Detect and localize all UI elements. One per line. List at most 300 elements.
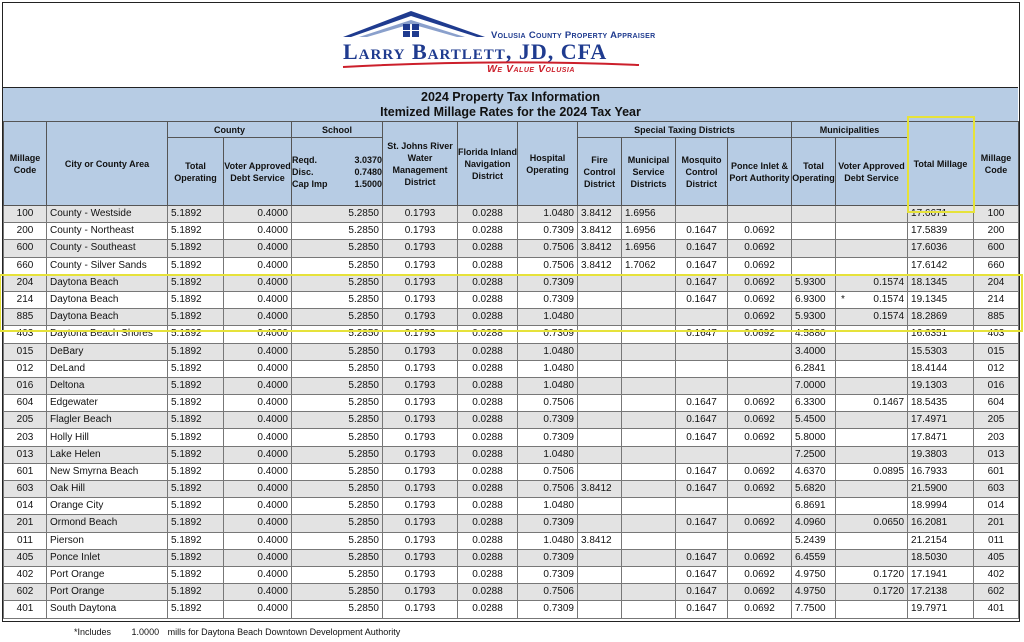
cell-fire bbox=[578, 377, 622, 394]
cell-school: 5.2850 bbox=[292, 274, 383, 291]
cell-city: County - Southeast bbox=[47, 240, 168, 257]
cell-mosquito: 0.1647 bbox=[676, 274, 728, 291]
cell-mosquito: 0.1647 bbox=[676, 601, 728, 618]
cell-city: Lake Helen bbox=[47, 446, 168, 463]
cell-fin: 0.0288 bbox=[458, 377, 518, 394]
logo-tagline: We Value Volusia bbox=[487, 63, 575, 75]
cell-millage-code-right: 201 bbox=[974, 515, 1019, 532]
cell-millage-code: 885 bbox=[4, 309, 47, 326]
cell-total-millage: 16.7933 bbox=[908, 463, 974, 480]
table-row bbox=[4, 532, 1019, 549]
cell-muni-voter-value: 0.1574 bbox=[873, 294, 905, 306]
cell-ponce: 0.0692 bbox=[728, 515, 792, 532]
cell-fin: 0.0288 bbox=[458, 395, 518, 412]
cell-fin: 0.0288 bbox=[458, 515, 518, 532]
cell-city: Daytona Beach bbox=[47, 309, 168, 326]
cell-county-total: 5.1892 bbox=[168, 291, 224, 308]
asterisk-marker: * bbox=[841, 294, 845, 306]
cell-school: 5.2850 bbox=[292, 326, 383, 343]
school-cap-value: 1.5000 bbox=[354, 178, 382, 189]
cell-county-voter: 0.4000 bbox=[224, 395, 292, 412]
cell-hospital: 0.7506 bbox=[518, 584, 578, 601]
header-millage-code-right: Millage Code bbox=[974, 122, 1019, 206]
cell-county-total: 5.1892 bbox=[168, 274, 224, 291]
cell-muni-voter-value: 0.1467 bbox=[873, 397, 905, 409]
cell-millage-code-right: 885 bbox=[974, 309, 1019, 326]
cell-hospital: 0.7309 bbox=[518, 515, 578, 532]
cell-muni-total: 5.2439 bbox=[792, 532, 836, 549]
cell-fire bbox=[578, 360, 622, 377]
cell-fin: 0.0288 bbox=[458, 223, 518, 240]
cell-muni-total: 4.0960 bbox=[792, 515, 836, 532]
header-municipalities: Municipalities bbox=[792, 122, 908, 138]
cell-city: County - Silver Sands bbox=[47, 257, 168, 274]
cell-ponce: 0.0692 bbox=[728, 412, 792, 429]
cell-county-voter: 0.4000 bbox=[224, 601, 292, 618]
cell-msd bbox=[622, 549, 676, 566]
header-mosquito: Mosquito Control District bbox=[676, 138, 728, 206]
header-special-districts: Special Taxing Districts bbox=[578, 122, 792, 138]
cell-muni-total: 4.9750 bbox=[792, 584, 836, 601]
cell-mosquito: 0.1647 bbox=[676, 481, 728, 498]
cell-mosquito: 0.1647 bbox=[676, 515, 728, 532]
cell-total-millage: 19.3803 bbox=[908, 446, 974, 463]
cell-muni-voter bbox=[836, 326, 908, 343]
cell-fin: 0.0288 bbox=[458, 291, 518, 308]
cell-muni-total: 3.4000 bbox=[792, 343, 836, 360]
cell-hospital: 0.7506 bbox=[518, 395, 578, 412]
cell-fin: 0.0288 bbox=[458, 240, 518, 257]
cell-fin: 0.0288 bbox=[458, 412, 518, 429]
cell-fire bbox=[578, 274, 622, 291]
cell-mosquito: 0.1647 bbox=[676, 429, 728, 446]
cell-fin: 0.0288 bbox=[458, 481, 518, 498]
cell-mosquito: 0.1647 bbox=[676, 584, 728, 601]
cell-ponce bbox=[728, 377, 792, 394]
cell-sjr: 0.1793 bbox=[383, 446, 458, 463]
cell-hospital: 0.7309 bbox=[518, 291, 578, 308]
cell-ponce bbox=[728, 446, 792, 463]
cell-county-total: 5.1892 bbox=[168, 549, 224, 566]
cell-county-voter: 0.4000 bbox=[224, 257, 292, 274]
cell-msd bbox=[622, 309, 676, 326]
cell-millage-code-right: 660 bbox=[974, 257, 1019, 274]
cell-sjr: 0.1793 bbox=[383, 601, 458, 618]
cell-millage-code: 403 bbox=[4, 326, 47, 343]
table-row bbox=[4, 377, 1019, 394]
header-county-voter: Voter Approved Debt Service bbox=[224, 138, 292, 206]
cell-total-millage: 17.1941 bbox=[908, 566, 974, 583]
header-hospital: Hospital Operating bbox=[518, 122, 578, 206]
cell-total-millage: 15.5303 bbox=[908, 343, 974, 360]
cell-millage-code-right: 602 bbox=[974, 584, 1019, 601]
cell-ponce: 0.0692 bbox=[728, 395, 792, 412]
cell-school: 5.2850 bbox=[292, 309, 383, 326]
cell-millage-code: 214 bbox=[4, 291, 47, 308]
cell-fire: 3.8412 bbox=[578, 206, 622, 223]
cell-county-voter: 0.4000 bbox=[224, 481, 292, 498]
header-total-millage: Total Millage bbox=[908, 122, 974, 206]
header-school: School bbox=[292, 122, 383, 138]
cell-sjr: 0.1793 bbox=[383, 343, 458, 360]
cell-millage-code-right: 402 bbox=[974, 566, 1019, 583]
table-row bbox=[4, 240, 1019, 257]
table-row bbox=[4, 549, 1019, 566]
cell-hospital: 1.0480 bbox=[518, 498, 578, 515]
cell-sjr: 0.1793 bbox=[383, 326, 458, 343]
cell-city: Daytona Beach bbox=[47, 274, 168, 291]
cell-mosquito bbox=[676, 360, 728, 377]
cell-county-total: 5.1892 bbox=[168, 566, 224, 583]
cell-ponce bbox=[728, 498, 792, 515]
cell-msd bbox=[622, 446, 676, 463]
cell-county-total: 5.1892 bbox=[168, 463, 224, 480]
cell-muni-voter bbox=[836, 566, 908, 583]
cell-millage-code: 204 bbox=[4, 274, 47, 291]
cell-county-total: 5.1892 bbox=[168, 309, 224, 326]
cell-county-total: 5.1892 bbox=[168, 498, 224, 515]
cell-millage-code: 604 bbox=[4, 395, 47, 412]
cell-county-total: 5.1892 bbox=[168, 601, 224, 618]
cell-msd bbox=[622, 377, 676, 394]
cell-millage-code-right: 204 bbox=[974, 274, 1019, 291]
cell-millage-code: 013 bbox=[4, 446, 47, 463]
cell-muni-voter-value: 0.1720 bbox=[873, 569, 905, 581]
cell-fire bbox=[578, 498, 622, 515]
cell-millage-code: 402 bbox=[4, 566, 47, 583]
table-row bbox=[4, 481, 1019, 498]
cell-muni-total bbox=[792, 240, 836, 257]
cell-muni-total: 6.4559 bbox=[792, 549, 836, 566]
header-sjr: St. Johns River Water Management District bbox=[383, 122, 458, 206]
cell-msd: 1.6956 bbox=[622, 240, 676, 257]
cell-sjr: 0.1793 bbox=[383, 498, 458, 515]
cell-msd bbox=[622, 463, 676, 480]
cell-city: Holly Hill bbox=[47, 429, 168, 446]
cell-ponce: 0.0692 bbox=[728, 240, 792, 257]
footnote bbox=[74, 627, 406, 637]
cell-county-total: 5.1892 bbox=[168, 343, 224, 360]
cell-muni-total: 5.4500 bbox=[792, 412, 836, 429]
cell-muni-voter-value: 0.1574 bbox=[873, 311, 905, 323]
cell-fin: 0.0288 bbox=[458, 343, 518, 360]
cell-hospital: 0.7309 bbox=[518, 549, 578, 566]
cell-millage-code-right: 601 bbox=[974, 463, 1019, 480]
cell-ponce: 0.0692 bbox=[728, 309, 792, 326]
cell-county-voter: 0.4000 bbox=[224, 377, 292, 394]
cell-school: 5.2850 bbox=[292, 532, 383, 549]
cell-sjr: 0.1793 bbox=[383, 240, 458, 257]
cell-total-millage: 17.6671 bbox=[908, 206, 974, 223]
cell-muni-voter bbox=[836, 257, 908, 274]
cell-city: Pierson bbox=[47, 532, 168, 549]
cell-school: 5.2850 bbox=[292, 291, 383, 308]
cell-muni-voter bbox=[836, 395, 908, 412]
cell-muni-voter bbox=[836, 601, 908, 618]
cell-city: County - Westside bbox=[47, 206, 168, 223]
cell-msd bbox=[622, 566, 676, 583]
cell-millage-code: 601 bbox=[4, 463, 47, 480]
cell-msd: 1.7062 bbox=[622, 257, 676, 274]
cell-muni-voter bbox=[836, 498, 908, 515]
cell-total-millage: 16.6351 bbox=[908, 326, 974, 343]
cell-city: Flagler Beach bbox=[47, 412, 168, 429]
cell-millage-code-right: 012 bbox=[974, 360, 1019, 377]
cell-county-total: 5.1892 bbox=[168, 481, 224, 498]
cell-muni-voter bbox=[836, 377, 908, 394]
cell-county-total: 5.1892 bbox=[168, 532, 224, 549]
cell-fin: 0.0288 bbox=[458, 257, 518, 274]
header-school-detail bbox=[292, 138, 383, 206]
cell-muni-voter bbox=[836, 274, 908, 291]
cell-county-total: 5.1892 bbox=[168, 584, 224, 601]
cell-millage-code: 015 bbox=[4, 343, 47, 360]
cell-muni-voter-value: 0.0650 bbox=[873, 517, 905, 529]
cell-hospital: 0.7506 bbox=[518, 240, 578, 257]
cell-millage-code: 603 bbox=[4, 481, 47, 498]
cell-school: 5.2850 bbox=[292, 601, 383, 618]
cell-fin: 0.0288 bbox=[458, 326, 518, 343]
cell-school: 5.2850 bbox=[292, 584, 383, 601]
cell-muni-voter bbox=[836, 481, 908, 498]
cell-ponce: 0.0692 bbox=[728, 274, 792, 291]
cell-msd bbox=[622, 601, 676, 618]
cell-sjr: 0.1793 bbox=[383, 412, 458, 429]
cell-muni-voter bbox=[836, 429, 908, 446]
cell-fin: 0.0288 bbox=[458, 309, 518, 326]
table-row bbox=[4, 223, 1019, 240]
cell-total-millage: 17.8471 bbox=[908, 429, 974, 446]
cell-school: 5.2850 bbox=[292, 240, 383, 257]
cell-fire: 3.8412 bbox=[578, 532, 622, 549]
table-row bbox=[4, 206, 1019, 223]
cell-muni-voter bbox=[836, 309, 908, 326]
cell-city: Port Orange bbox=[47, 584, 168, 601]
cell-ponce: 0.0692 bbox=[728, 429, 792, 446]
cell-millage-code: 016 bbox=[4, 377, 47, 394]
cell-muni-total: 4.5880 bbox=[792, 326, 836, 343]
cell-millage-code: 401 bbox=[4, 601, 47, 618]
cell-school: 5.2850 bbox=[292, 549, 383, 566]
cell-total-millage: 18.1345 bbox=[908, 274, 974, 291]
cell-muni-total: 4.6370 bbox=[792, 463, 836, 480]
logo-subtitle: Volusia County Property Appraiser bbox=[491, 30, 656, 41]
cell-mosquito: 0.1647 bbox=[676, 412, 728, 429]
cell-millage-code-right: 405 bbox=[974, 549, 1019, 566]
cell-mosquito: 0.1647 bbox=[676, 566, 728, 583]
cell-sjr: 0.1793 bbox=[383, 463, 458, 480]
cell-fire: 3.8412 bbox=[578, 223, 622, 240]
cell-ponce bbox=[728, 206, 792, 223]
cell-fire bbox=[578, 395, 622, 412]
cell-county-total: 5.1892 bbox=[168, 395, 224, 412]
cell-hospital: 0.7309 bbox=[518, 223, 578, 240]
millage-table bbox=[3, 121, 1019, 619]
cell-school: 5.2850 bbox=[292, 429, 383, 446]
cell-city: Oak Hill bbox=[47, 481, 168, 498]
cell-hospital: 1.0480 bbox=[518, 377, 578, 394]
cell-total-millage: 16.2081 bbox=[908, 515, 974, 532]
header-muni-total: Total Operating bbox=[792, 138, 836, 206]
cell-school: 5.2850 bbox=[292, 257, 383, 274]
cell-county-total: 5.1892 bbox=[168, 412, 224, 429]
table-row bbox=[4, 601, 1019, 618]
cell-muni-total: 7.0000 bbox=[792, 377, 836, 394]
cell-city: New Smyrna Beach bbox=[47, 463, 168, 480]
cell-millage-code: 012 bbox=[4, 360, 47, 377]
cell-msd bbox=[622, 291, 676, 308]
cell-sjr: 0.1793 bbox=[383, 566, 458, 583]
cell-county-voter: 0.4000 bbox=[224, 429, 292, 446]
cell-city: Orange City bbox=[47, 498, 168, 515]
cell-mosquito: 0.1647 bbox=[676, 257, 728, 274]
header-fin: Florida Inland Navigation District bbox=[458, 122, 518, 206]
cell-sjr: 0.1793 bbox=[383, 291, 458, 308]
cell-school: 5.2850 bbox=[292, 463, 383, 480]
table-row bbox=[4, 291, 1019, 308]
cell-ponce: 0.0692 bbox=[728, 584, 792, 601]
table-row bbox=[4, 326, 1019, 343]
cell-sjr: 0.1793 bbox=[383, 429, 458, 446]
cell-county-total: 5.1892 bbox=[168, 223, 224, 240]
cell-muni-total: 6.3300 bbox=[792, 395, 836, 412]
school-reqd-value: 3.0370 bbox=[354, 154, 382, 165]
cell-fire bbox=[578, 291, 622, 308]
cell-city: Ormond Beach bbox=[47, 515, 168, 532]
cell-millage-code: 203 bbox=[4, 429, 47, 446]
cell-ponce: 0.0692 bbox=[728, 463, 792, 480]
cell-county-voter: 0.4000 bbox=[224, 291, 292, 308]
table-row bbox=[4, 515, 1019, 532]
cell-millage-code: 200 bbox=[4, 223, 47, 240]
header-fire: Fire Control District bbox=[578, 138, 622, 206]
cell-hospital: 1.0480 bbox=[518, 446, 578, 463]
footnote-text: mills for Daytona Beach Downtown Development Authority bbox=[167, 627, 401, 637]
cell-muni-total bbox=[792, 257, 836, 274]
cell-hospital: 1.0480 bbox=[518, 343, 578, 360]
cell-ponce: 0.0692 bbox=[728, 601, 792, 618]
cell-mosquito: 0.1647 bbox=[676, 549, 728, 566]
table-row bbox=[4, 395, 1019, 412]
cell-county-total: 5.1892 bbox=[168, 377, 224, 394]
cell-total-millage: 21.5900 bbox=[908, 481, 974, 498]
cell-fire bbox=[578, 515, 622, 532]
cell-muni-voter bbox=[836, 532, 908, 549]
cell-sjr: 0.1793 bbox=[383, 481, 458, 498]
cell-millage-code-right: 403 bbox=[974, 326, 1019, 343]
cell-fire bbox=[578, 446, 622, 463]
cell-muni-total bbox=[792, 206, 836, 223]
cell-county-voter: 0.4000 bbox=[224, 240, 292, 257]
cell-city: Daytona Beach bbox=[47, 291, 168, 308]
cell-mosquito bbox=[676, 446, 728, 463]
cell-total-millage: 17.5839 bbox=[908, 223, 974, 240]
cell-msd bbox=[622, 481, 676, 498]
page-subtitle: Itemized Millage Rates for the 2024 Tax Year bbox=[380, 105, 641, 119]
cell-muni-total: 5.6820 bbox=[792, 481, 836, 498]
cell-muni-voter bbox=[836, 412, 908, 429]
table-row bbox=[4, 343, 1019, 360]
cell-ponce: 0.0692 bbox=[728, 291, 792, 308]
cell-millage-code-right: 016 bbox=[974, 377, 1019, 394]
cell-millage-code: 201 bbox=[4, 515, 47, 532]
cell-muni-total: 7.7500 bbox=[792, 601, 836, 618]
cell-school: 5.2850 bbox=[292, 566, 383, 583]
cell-muni-total: 4.9750 bbox=[792, 566, 836, 583]
cell-school: 5.2850 bbox=[292, 343, 383, 360]
cell-county-voter: 0.4000 bbox=[224, 309, 292, 326]
header-county-total: Total Operating bbox=[168, 138, 224, 206]
cell-ponce: 0.0692 bbox=[728, 257, 792, 274]
cell-city: Daytona Beach Shores bbox=[47, 326, 168, 343]
cell-muni-voter bbox=[836, 240, 908, 257]
cell-mosquito bbox=[676, 206, 728, 223]
table-row bbox=[4, 412, 1019, 429]
cell-school: 5.2850 bbox=[292, 360, 383, 377]
cell-muni-voter-value: 0.1574 bbox=[873, 276, 905, 288]
cell-msd bbox=[622, 274, 676, 291]
cell-total-millage: 18.4144 bbox=[908, 360, 974, 377]
cell-school: 5.2850 bbox=[292, 446, 383, 463]
cell-city: County - Northeast bbox=[47, 223, 168, 240]
cell-total-millage: 18.2869 bbox=[908, 309, 974, 326]
cell-total-millage: 21.2154 bbox=[908, 532, 974, 549]
cell-sjr: 0.1793 bbox=[383, 360, 458, 377]
cell-school: 5.2850 bbox=[292, 395, 383, 412]
cell-sjr: 0.1793 bbox=[383, 206, 458, 223]
cell-fin: 0.0288 bbox=[458, 274, 518, 291]
cell-school: 5.2850 bbox=[292, 377, 383, 394]
cell-total-millage: 19.1345 bbox=[908, 291, 974, 308]
cell-msd bbox=[622, 429, 676, 446]
cell-sjr: 0.1793 bbox=[383, 395, 458, 412]
cell-hospital: 1.0480 bbox=[518, 206, 578, 223]
school-disc-label: Disc. bbox=[292, 166, 314, 177]
cell-msd bbox=[622, 412, 676, 429]
cell-county-voter: 0.4000 bbox=[224, 223, 292, 240]
table-row bbox=[4, 566, 1019, 583]
cell-mosquito bbox=[676, 377, 728, 394]
header-city-area: City or County Area bbox=[47, 122, 168, 206]
cell-mosquito: 0.1647 bbox=[676, 463, 728, 480]
cell-muni-total: 6.9300 bbox=[792, 291, 836, 308]
cell-muni-voter-value: 0.1720 bbox=[873, 586, 905, 598]
header-muni-voter: Voter Approved Debt Service bbox=[836, 138, 908, 206]
cell-hospital: 0.7506 bbox=[518, 463, 578, 480]
cell-muni-voter bbox=[836, 515, 908, 532]
cell-fire bbox=[578, 463, 622, 480]
cell-sjr: 0.1793 bbox=[383, 309, 458, 326]
cell-sjr: 0.1793 bbox=[383, 223, 458, 240]
cell-millage-code: 100 bbox=[4, 206, 47, 223]
cell-fire bbox=[578, 309, 622, 326]
cell-millage-code-right: 013 bbox=[974, 446, 1019, 463]
cell-millage-code: 600 bbox=[4, 240, 47, 257]
cell-muni-voter bbox=[836, 584, 908, 601]
cell-muni-voter bbox=[836, 291, 908, 308]
cell-msd bbox=[622, 498, 676, 515]
cell-hospital: 0.7506 bbox=[518, 481, 578, 498]
cell-mosquito bbox=[676, 309, 728, 326]
cell-sjr: 0.1793 bbox=[383, 274, 458, 291]
cell-fin: 0.0288 bbox=[458, 206, 518, 223]
cell-hospital: 1.0480 bbox=[518, 360, 578, 377]
table-row bbox=[4, 429, 1019, 446]
cell-msd bbox=[622, 326, 676, 343]
cell-fin: 0.0288 bbox=[458, 446, 518, 463]
cell-county-total: 5.1892 bbox=[168, 240, 224, 257]
cell-sjr: 0.1793 bbox=[383, 257, 458, 274]
